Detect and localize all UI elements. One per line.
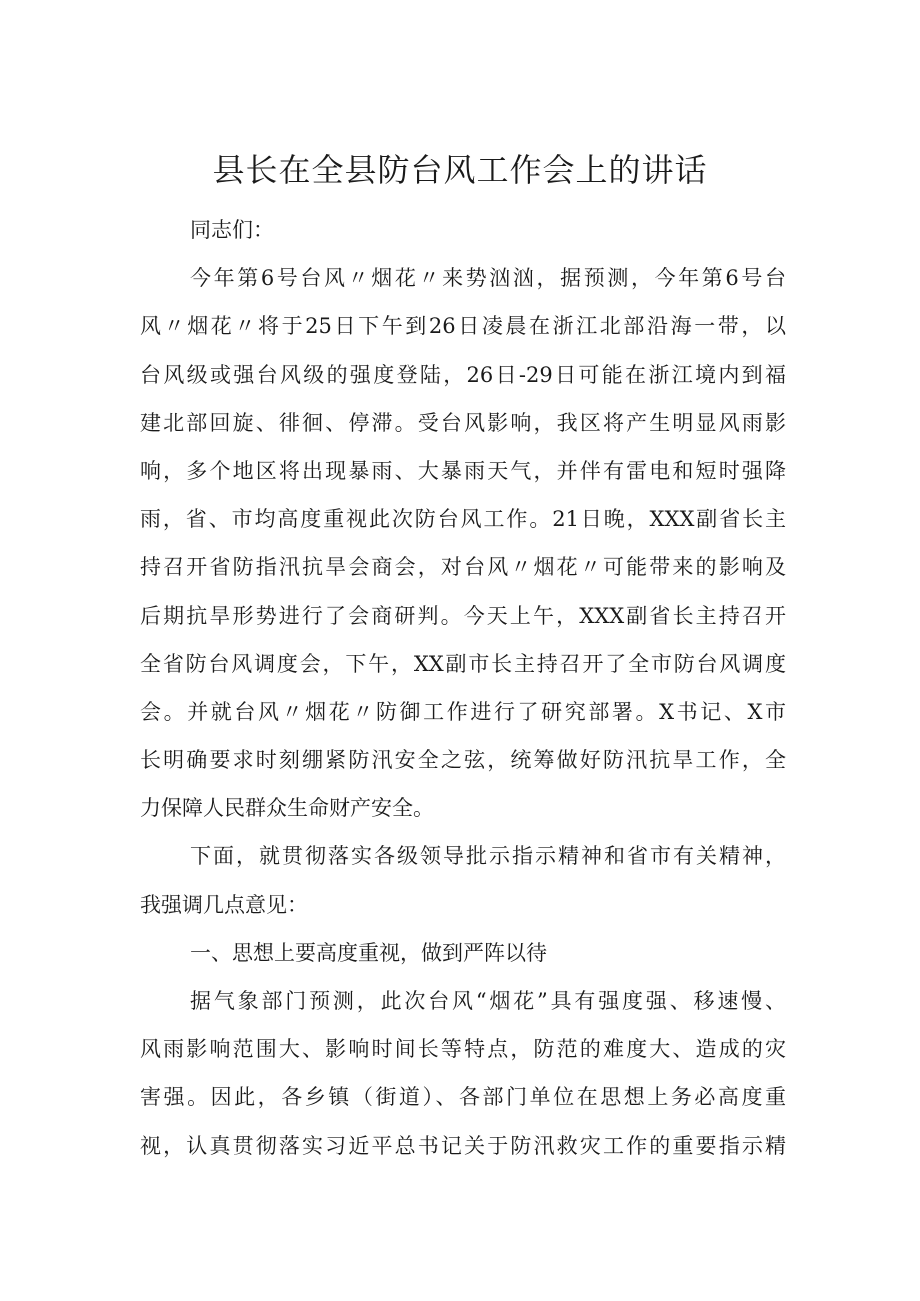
paragraph-line: 全省防台风调度会，下午，XX副市长主持召开了全市防台风调度	[140, 651, 786, 676]
paragraph-line: 建北部回旋、徘徊、停滞。受台风影响，我区将产生明显风雨影	[140, 410, 786, 435]
paragraph-line: 会。并就台风〃烟花〃防御工作进行了研究部署。X书记、X市	[140, 699, 786, 724]
section-heading: 一、思想上要高度重视，做到严阵以待	[190, 940, 547, 965]
paragraph-line: 长明确要求时刻绷紧防汛安全之弦，统筹做好防汛抗旱工作，全	[140, 748, 786, 773]
paragraph-line: 台风级或强台风级的强度登陆，26日-29日可能在浙江境内到福	[140, 362, 786, 387]
paragraph-line: 视，认真贯彻落实习近平总书记关于防汛救灾工作的重要指示精	[140, 1133, 786, 1158]
paragraph-line: 风雨影响范围大、影响时间长等特点，防范的难度大、造成的灾	[140, 1037, 786, 1062]
paragraph-line: 持召开省防指汛抗旱会商会，对台风〃烟花〃可能带来的影响及	[140, 555, 786, 580]
paragraph-line: 害强。因此，各乡镇（街道）、各部门单位在思想上务必高度重	[140, 1085, 786, 1110]
paragraph-line: 响，多个地区将出现暴雨、大暴雨天气，并伴有雷电和短时强降	[140, 458, 786, 483]
paragraph-line: 据气象部门预测，此次台风“烟花”具有强度强、移速慢、	[190, 989, 786, 1013]
paragraph-line: 力保障人民群众生命财产安全。	[140, 796, 434, 821]
page-title: 县长在全县防台风工作会上的讲话	[212, 151, 708, 189]
paragraph-line: 后期抗旱形势进行了会商研判。今天上午，XXX副省长主持召开	[140, 603, 786, 628]
paragraph-line: 今年第6号台风〃烟花〃来势汹汹，据预测，今年第6号台	[190, 266, 786, 291]
paragraph-line: 风〃烟花〃将于25日下午到26日凌晨在浙江北部沿海一带，以	[140, 314, 786, 339]
paragraph-line: 下面，就贯彻落实各级领导批示指示精神和省市有关精神，	[190, 844, 786, 869]
speech-body	[140, 206, 786, 1170]
paragraph-line: 雨，省、市均高度重视此次防台风工作。21日晚，XXX副省长主	[140, 507, 786, 532]
salutation-line: 同志们：	[190, 218, 274, 242]
paragraph-line: 我强调几点意见：	[140, 892, 308, 917]
